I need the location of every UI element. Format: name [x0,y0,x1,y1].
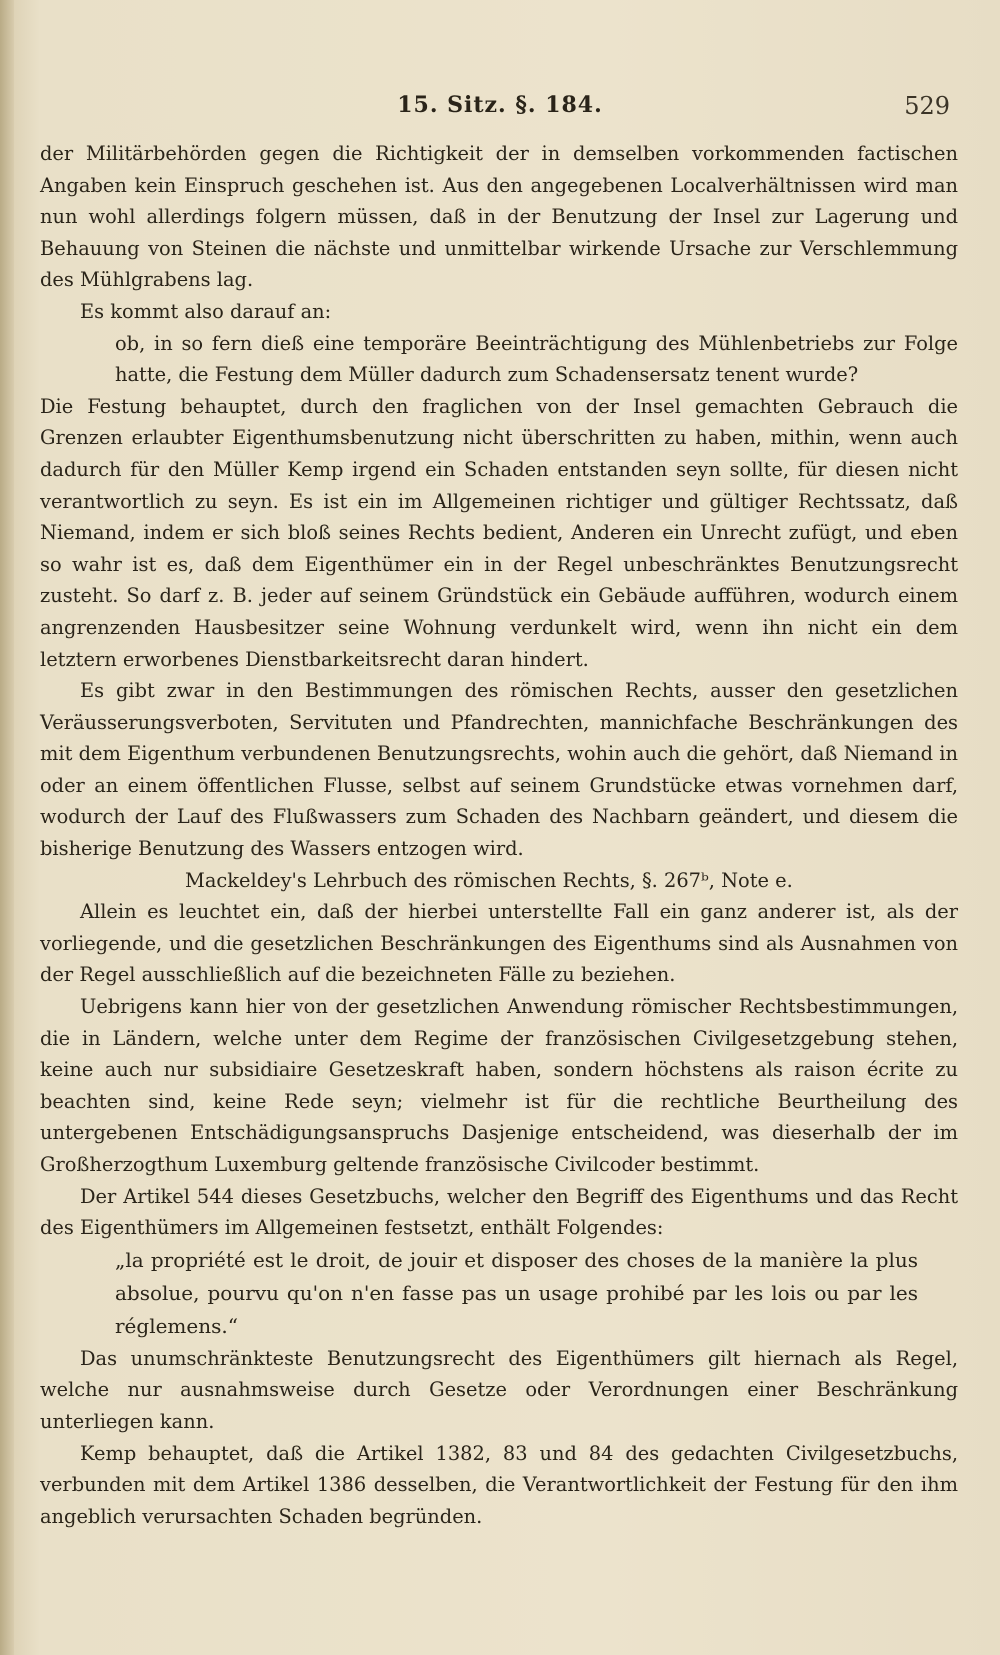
paragraph: Die Festung behauptet, durch den fraglichen von der Insel gemachten Gebrauch die Grenzen erlaubter Eigenthumsbenutzung nicht überschritten zu haben, mithin, wenn auch dadurch für den Müller Kemp irgend ein Schaden entstanden seyn sollte, für diesen nicht verantwortlich zu seyn. Es ist ein im Allgemeinen richtiger und gültiger Rechtssatz, daß Niemand, indem er sich bloß seines Rechts bedient, Anderen ein Unrecht zufügt, und eben so wahr ist es, daß dem Eigenthümer ein in der Regel unbeschränktes Benutzungsrecht zusteht. So darf z. B. jeder auf seinem Gründstück ein Gebäude aufführen, wodurch einem angrenzenden Hausbesitzer seine Wohnung verdunkelt wird, wenn ihn nicht ein dem letztern erworbenes Dienstbarkeitsrecht daran hindert. [40,394,958,671]
paragraph: Uebrigens kann hier von der gesetzlichen Anwendung römischer Rechtsbestimmungen, die in Ländern, welche unter dem Regime der französischen Civilgesetzgebung stehen, keine auch nur subsidiaire Gesetzeskraft haben, sondern höchstens als raison écrite zu beachten sind, keine Rede seyn; vielmehr ist für die rechtliche Beurtheilung des untergebenen Entschädigungsanspruchs Dasjenige entscheidend, was dieserhalb der im Großherzogthum Luxemburg geltende französische Civilcoder bestimmt. [40,995,958,1176]
question-block: ob, in so fern dieß eine temporäre Beeinträchtigung des Mühlenbetriebs zur Folge hatte, die Festung dem Müller dadurch zum Schadensersatz tenent wurde? [115,331,958,387]
paragraph: Es gibt zwar in den Bestimmungen des römischen Rechts, ausser den gesetzlichen Veräusserungsverboten, Servituten und Pfandrechten, mannichfache Beschränkungen des mit dem Eigenthum verbundenen Benutzungsrechts, wohin auch die gehört, daß Niemand in oder an einem öffentlichen Flusse, selbst auf seinem Grundstücke etwas vornehmen darf, wodurch der Lauf des Flußwassers zum Schaden des Nachbarn geändert, und diesem die bisherige Benutzung des Wassers entzogen wird. [40,679,958,861]
running-head: 15. Sitz. §. 184. [397,92,603,118]
citation-note: Mackeldey's Lehrbuch des römischen Rechts, §. 267ᵇ, Note e. [185,868,793,892]
french-quotation-text: „la propriété est le droit, de jouir et disposer des choses de la manière la plus absolue, pourvu qu'on n'en fasse pas un usage prohibé par les lois ou par les réglemens.“ [115,1247,918,1338]
paragraph: Kemp behauptet, daß die Artikel 1382, 83 und 84 des gedachten Civilgesetzbuchs, verbunden mit dem Artikel 1386 desselben, die Verantwortlichkeit der Festung für den ihm angeblich verursachten Schaden begründen. [40,1441,958,1528]
paragraph: Es kommt also darauf an: [80,299,332,323]
french-quotation [40,1244,958,1343]
paragraph: der Militärbehörden gegen die Richtigkeit der in demselben vorkommenden factischen Angaben kein Einspruch geschehen ist. Aus den angegebenen Localverhältnissen wird man nun wohl allerdings folgern müssen, daß in der Benutzung der Insel zur Lagerung und Behauung von Steinen die nächste und unmittelbar wirkende Ursache zur Verschlemmung des Mühlgrabens lag. [40,142,958,292]
page-number: 529 [904,92,950,120]
page-spine-shadow [0,0,14,1655]
paragraph: Das unumschränkteste Benutzungsrecht des Eigenthümers gilt hiernach als Regel, welche nur ausnahmsweise durch Gesetze oder Verordnungen einer Beschränkung unterliegen kann. [40,1346,958,1433]
page-body [40,138,958,1532]
page-header [0,92,1000,132]
paragraph: Allein es leuchtet ein, daß der hierbei unterstellte Fall ein ganz anderer ist, als der vorliegende, und die gesetzlichen Beschränkungen des Eigenthums sind als Ausnahmen von der Regel ausschließlich auf die bezeichneten Fälle zu beziehen. [40,900,958,987]
paragraph: Der Artikel 544 dieses Gesetzbuchs, welcher den Begriff des Eigenthums und das Recht des Eigenthümers im Allgemeinen festsetzt, enthält Folgendes: [40,1184,958,1240]
